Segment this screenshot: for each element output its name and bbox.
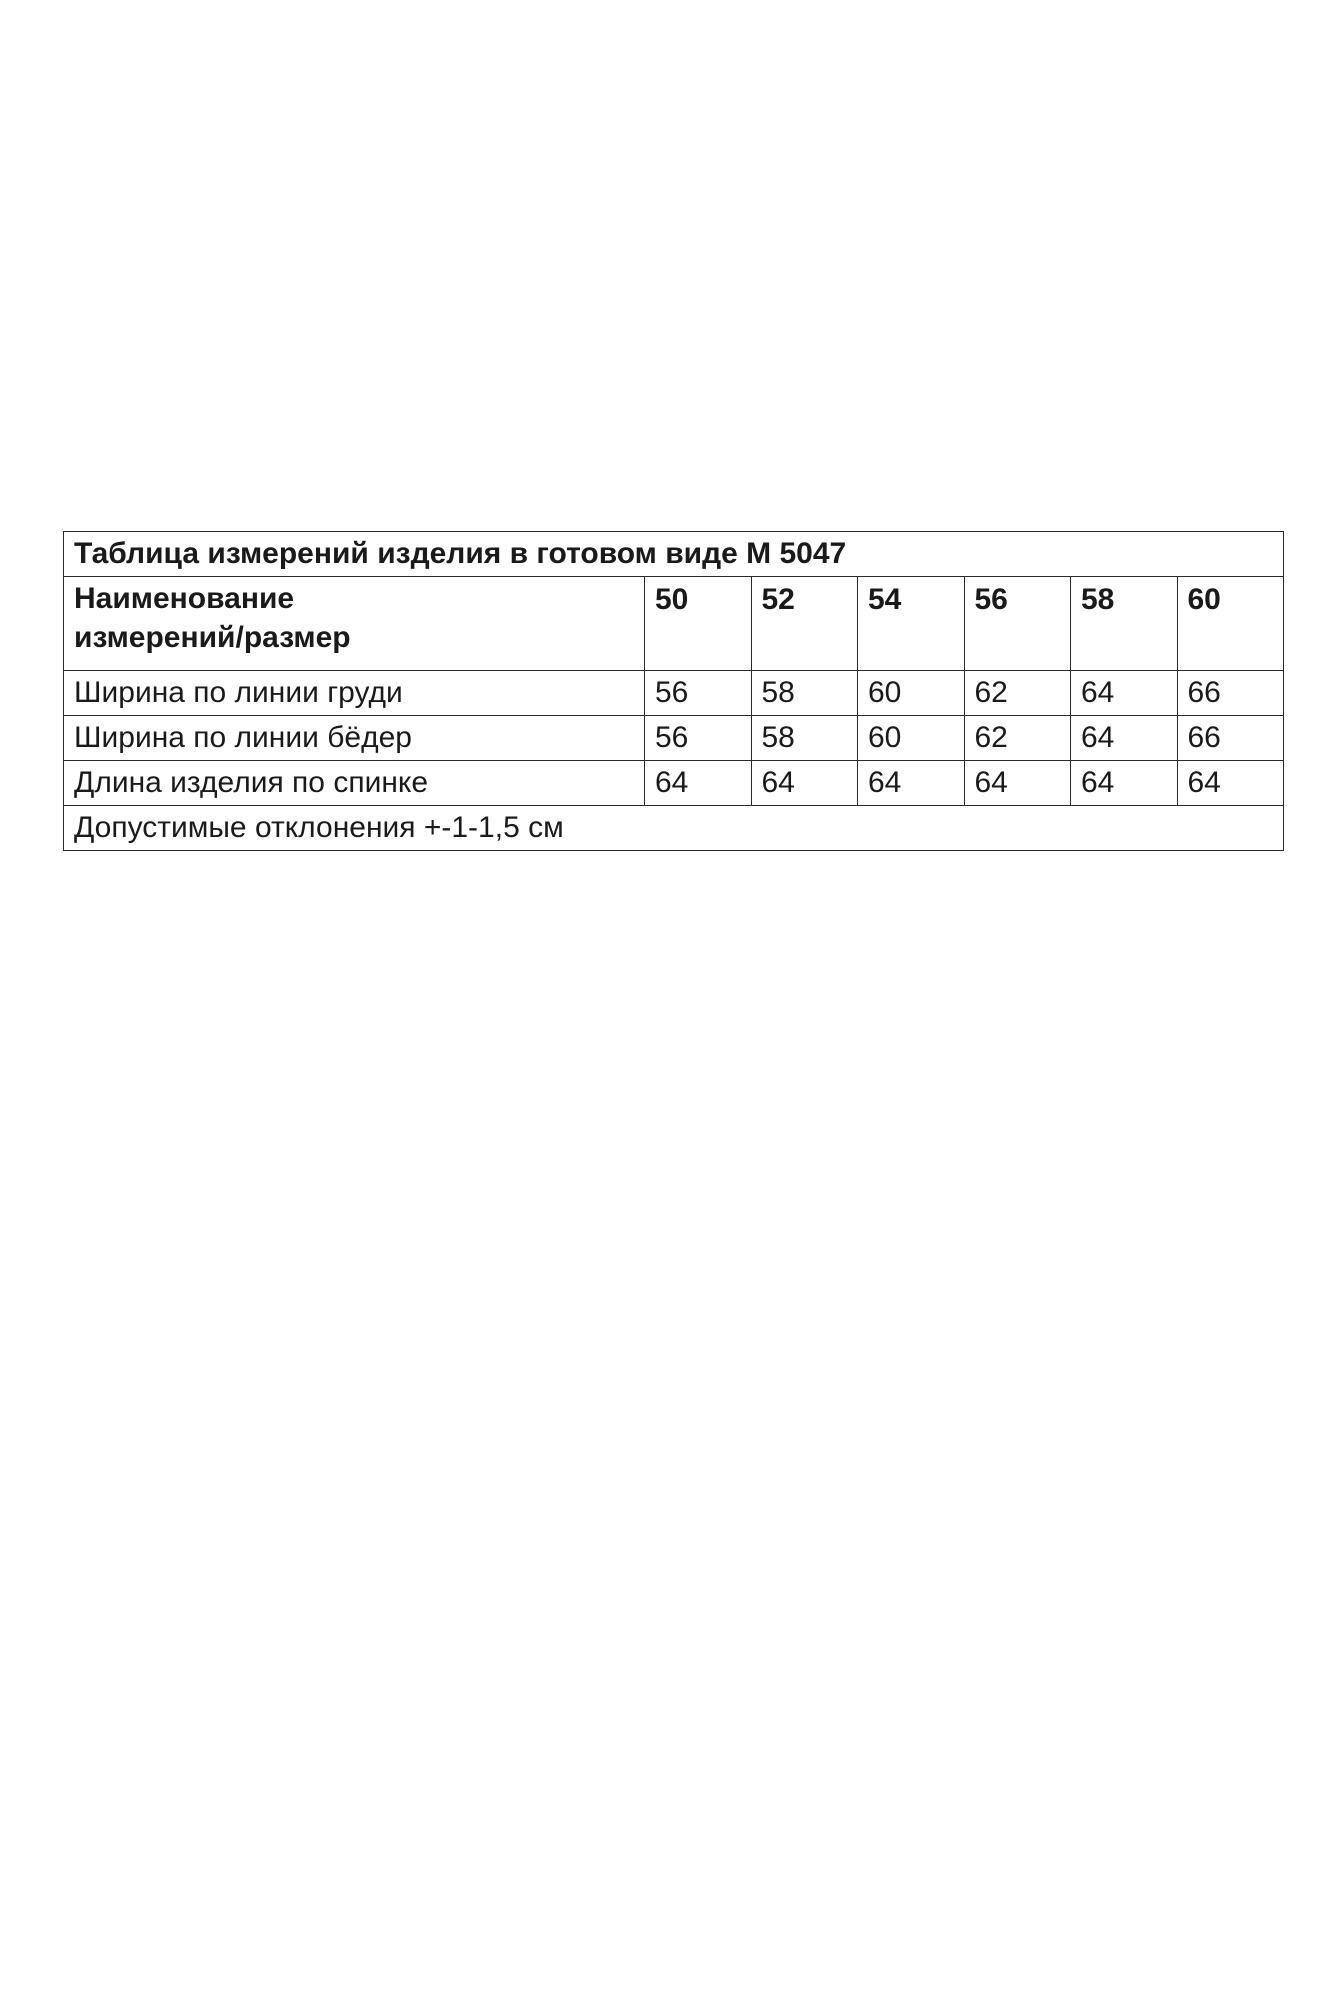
header-name-cell — [64, 577, 645, 671]
table-cell: 58 — [751, 671, 858, 716]
table-header-row — [64, 577, 1284, 671]
header-name-line1: Наименование — [74, 582, 295, 615]
table-cell: 62 — [964, 671, 1071, 716]
header-name-line2: измерений/размер — [74, 621, 351, 654]
table-cell: 64 — [1071, 671, 1178, 716]
header-size-56: 56 — [964, 577, 1071, 671]
table-cell: 66 — [1177, 671, 1284, 716]
header-size-58: 58 — [1071, 577, 1178, 671]
table-row — [64, 671, 1284, 716]
row-label: Ширина по линии груди — [64, 671, 645, 716]
table-cell: 64 — [645, 761, 752, 806]
table-cell: 64 — [751, 761, 858, 806]
table-note-row — [64, 806, 1284, 851]
table-cell: 58 — [751, 716, 858, 761]
table-row — [64, 761, 1284, 806]
header-size-52: 52 — [751, 577, 858, 671]
measurement-table — [63, 531, 1284, 851]
table-cell: 60 — [858, 716, 965, 761]
header-size-50: 50 — [645, 577, 752, 671]
table-cell: 64 — [1071, 761, 1178, 806]
table-cell: 62 — [964, 716, 1071, 761]
header-size-60: 60 — [1177, 577, 1284, 671]
table-cell: 66 — [1177, 716, 1284, 761]
table-title: Таблица измерений изделия в готовом виде М 5047 — [64, 532, 1284, 577]
table-cell: 56 — [645, 671, 752, 716]
table-title-row — [64, 532, 1284, 577]
table-cell: 64 — [1177, 761, 1284, 806]
table-cell: 64 — [858, 761, 965, 806]
tolerance-note: Допустимые отклонения +-1-1,5 см — [64, 806, 1284, 851]
table-cell: 64 — [964, 761, 1071, 806]
table-cell: 64 — [1071, 716, 1178, 761]
table-cell: 60 — [858, 671, 965, 716]
table-row — [64, 716, 1284, 761]
row-label: Длина изделия по спинке — [64, 761, 645, 806]
row-label: Ширина по линии бёдер — [64, 716, 645, 761]
header-size-54: 54 — [858, 577, 965, 671]
table-cell: 56 — [645, 716, 752, 761]
